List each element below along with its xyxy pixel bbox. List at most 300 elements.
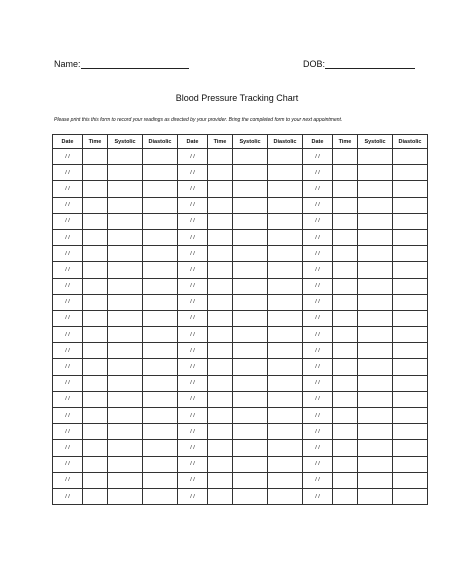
cell-diastolic[interactable] xyxy=(143,408,178,424)
cell-date[interactable]: / / xyxy=(178,488,208,504)
cell-time[interactable] xyxy=(333,359,358,375)
cell-date[interactable]: / / xyxy=(303,197,333,213)
column-header-date: Date xyxy=(303,135,333,149)
cell-diastolic[interactable] xyxy=(268,359,303,375)
cell-diastolic[interactable] xyxy=(268,310,303,326)
cell-systolic[interactable] xyxy=(358,229,393,245)
cell-time[interactable] xyxy=(208,310,233,326)
cell-systolic[interactable] xyxy=(358,391,393,407)
cell-time[interactable] xyxy=(208,197,233,213)
cell-diastolic[interactable] xyxy=(143,456,178,472)
column-header-date: Date xyxy=(53,135,83,149)
cell-systolic[interactable] xyxy=(233,456,268,472)
column-header-time: Time xyxy=(83,135,108,149)
cell-diastolic[interactable] xyxy=(143,229,178,245)
cell-date[interactable]: / / xyxy=(178,391,208,407)
cell-time[interactable] xyxy=(333,278,358,294)
cell-systolic[interactable] xyxy=(233,149,268,165)
cell-diastolic[interactable] xyxy=(393,213,428,229)
cell-time[interactable] xyxy=(83,440,108,456)
cell-time[interactable] xyxy=(83,213,108,229)
name-field[interactable] xyxy=(54,59,189,69)
cell-date[interactable]: / / xyxy=(178,229,208,245)
column-header-systolic: Systolic xyxy=(233,135,268,149)
cell-diastolic[interactable] xyxy=(143,149,178,165)
cell-diastolic[interactable] xyxy=(393,488,428,504)
cell-systolic[interactable] xyxy=(233,408,268,424)
cell-time[interactable] xyxy=(333,456,358,472)
cell-date[interactable]: / / xyxy=(53,472,83,488)
cell-time[interactable] xyxy=(208,488,233,504)
cell-systolic[interactable] xyxy=(233,165,268,181)
cell-diastolic[interactable] xyxy=(143,359,178,375)
cell-date[interactable]: / / xyxy=(303,391,333,407)
cell-time[interactable] xyxy=(208,359,233,375)
cell-diastolic[interactable] xyxy=(143,213,178,229)
cell-systolic[interactable] xyxy=(233,359,268,375)
cell-systolic[interactable] xyxy=(358,359,393,375)
cell-date[interactable]: / / xyxy=(178,440,208,456)
cell-date[interactable]: / / xyxy=(178,246,208,262)
cell-time[interactable] xyxy=(208,246,233,262)
dob-label: DOB: xyxy=(303,59,326,69)
cell-systolic[interactable] xyxy=(108,488,143,504)
cell-time[interactable] xyxy=(333,262,358,278)
cell-diastolic[interactable] xyxy=(393,229,428,245)
cell-time[interactable] xyxy=(83,343,108,359)
cell-time[interactable] xyxy=(333,310,358,326)
cell-time[interactable] xyxy=(333,181,358,197)
table-row xyxy=(53,327,428,343)
cell-systolic[interactable] xyxy=(108,310,143,326)
cell-time[interactable] xyxy=(83,246,108,262)
cell-date[interactable]: / / xyxy=(178,310,208,326)
cell-diastolic[interactable] xyxy=(268,278,303,294)
cell-diastolic[interactable] xyxy=(143,246,178,262)
cell-systolic[interactable] xyxy=(233,229,268,245)
cell-date[interactable]: / / xyxy=(53,375,83,391)
cell-date[interactable]: / / xyxy=(303,229,333,245)
cell-systolic[interactable] xyxy=(108,456,143,472)
cell-systolic[interactable] xyxy=(358,343,393,359)
cell-time[interactable] xyxy=(83,456,108,472)
table-row xyxy=(53,262,428,278)
cell-date[interactable]: / / xyxy=(53,440,83,456)
cell-diastolic[interactable] xyxy=(143,472,178,488)
cell-date[interactable]: / / xyxy=(178,424,208,440)
cell-date[interactable]: / / xyxy=(53,456,83,472)
cell-diastolic[interactable] xyxy=(268,375,303,391)
cell-systolic[interactable] xyxy=(233,327,268,343)
cell-date[interactable]: / / xyxy=(303,294,333,310)
cell-diastolic[interactable] xyxy=(393,278,428,294)
cell-time[interactable] xyxy=(208,456,233,472)
table-row xyxy=(53,278,428,294)
cell-time[interactable] xyxy=(208,229,233,245)
cell-date[interactable]: / / xyxy=(178,213,208,229)
cell-date[interactable]: / / xyxy=(53,165,83,181)
cell-diastolic[interactable] xyxy=(268,472,303,488)
cell-systolic[interactable] xyxy=(108,294,143,310)
cell-time[interactable] xyxy=(333,229,358,245)
cell-diastolic[interactable] xyxy=(143,343,178,359)
cell-systolic[interactable] xyxy=(108,472,143,488)
cell-date[interactable]: / / xyxy=(178,149,208,165)
cell-date[interactable]: / / xyxy=(303,213,333,229)
cell-date[interactable]: / / xyxy=(53,294,83,310)
cell-time[interactable] xyxy=(333,149,358,165)
cell-diastolic[interactable] xyxy=(143,391,178,407)
table-row xyxy=(53,310,428,326)
cell-systolic[interactable] xyxy=(233,375,268,391)
cell-time[interactable] xyxy=(208,391,233,407)
cell-date[interactable]: / / xyxy=(303,149,333,165)
cell-diastolic[interactable] xyxy=(393,472,428,488)
cell-time[interactable] xyxy=(83,197,108,213)
cell-time[interactable] xyxy=(208,375,233,391)
cell-date[interactable]: / / xyxy=(53,391,83,407)
cell-diastolic[interactable] xyxy=(143,294,178,310)
cell-systolic[interactable] xyxy=(108,229,143,245)
cell-date[interactable]: / / xyxy=(303,408,333,424)
cell-diastolic[interactable] xyxy=(268,197,303,213)
cell-systolic[interactable] xyxy=(233,440,268,456)
cell-diastolic[interactable] xyxy=(393,424,428,440)
cell-diastolic[interactable] xyxy=(143,165,178,181)
table-row xyxy=(53,181,428,197)
cell-diastolic[interactable] xyxy=(268,165,303,181)
cell-diastolic[interactable] xyxy=(268,149,303,165)
cell-diastolic[interactable] xyxy=(268,246,303,262)
cell-time[interactable] xyxy=(208,213,233,229)
cell-diastolic[interactable] xyxy=(393,294,428,310)
cell-systolic[interactable] xyxy=(358,165,393,181)
cell-systolic[interactable] xyxy=(233,213,268,229)
cell-systolic[interactable] xyxy=(358,197,393,213)
dob-field[interactable] xyxy=(303,59,415,69)
cell-time[interactable] xyxy=(208,408,233,424)
cell-systolic[interactable] xyxy=(233,391,268,407)
cell-diastolic[interactable] xyxy=(393,327,428,343)
cell-systolic[interactable] xyxy=(358,181,393,197)
cell-systolic[interactable] xyxy=(108,408,143,424)
cell-diastolic[interactable] xyxy=(268,294,303,310)
cell-time[interactable] xyxy=(83,472,108,488)
cell-diastolic[interactable] xyxy=(393,440,428,456)
cell-systolic[interactable] xyxy=(233,343,268,359)
cell-diastolic[interactable] xyxy=(268,262,303,278)
cell-diastolic[interactable] xyxy=(393,391,428,407)
cell-time[interactable] xyxy=(208,294,233,310)
cell-systolic[interactable] xyxy=(233,197,268,213)
cell-diastolic[interactable] xyxy=(393,375,428,391)
cell-systolic[interactable] xyxy=(358,246,393,262)
cell-diastolic[interactable] xyxy=(143,278,178,294)
cell-systolic[interactable] xyxy=(108,181,143,197)
cell-systolic[interactable] xyxy=(108,375,143,391)
column-header-diastolic: Diastolic xyxy=(143,135,178,149)
cell-time[interactable] xyxy=(333,424,358,440)
cell-diastolic[interactable] xyxy=(268,391,303,407)
cell-systolic[interactable] xyxy=(233,310,268,326)
cell-systolic[interactable] xyxy=(108,440,143,456)
cell-date[interactable]: / / xyxy=(53,197,83,213)
cell-diastolic[interactable] xyxy=(268,229,303,245)
cell-time[interactable] xyxy=(83,165,108,181)
column-header-diastolic: Diastolic xyxy=(268,135,303,149)
cell-time[interactable] xyxy=(333,165,358,181)
cell-time[interactable] xyxy=(83,229,108,245)
cell-time[interactable] xyxy=(208,278,233,294)
cell-diastolic[interactable] xyxy=(143,440,178,456)
name-label: Name: xyxy=(54,59,81,69)
cell-time[interactable] xyxy=(208,472,233,488)
cell-date[interactable]: / / xyxy=(178,472,208,488)
table-row xyxy=(53,472,428,488)
cell-time[interactable] xyxy=(83,278,108,294)
column-header-time: Time xyxy=(208,135,233,149)
cell-systolic[interactable] xyxy=(233,424,268,440)
cell-date[interactable]: / / xyxy=(303,488,333,504)
page-title: Blood Pressure Tracking Chart xyxy=(175,93,299,103)
cell-diastolic[interactable] xyxy=(268,213,303,229)
cell-date[interactable]: / / xyxy=(53,149,83,165)
cell-time[interactable] xyxy=(83,488,108,504)
cell-date[interactable]: / / xyxy=(178,343,208,359)
cell-systolic[interactable] xyxy=(108,391,143,407)
cell-date[interactable]: / / xyxy=(303,278,333,294)
cell-diastolic[interactable] xyxy=(393,181,428,197)
table-row xyxy=(53,165,428,181)
cell-time[interactable] xyxy=(333,327,358,343)
cell-time[interactable] xyxy=(333,488,358,504)
table-row xyxy=(53,408,428,424)
cell-diastolic[interactable] xyxy=(143,375,178,391)
cell-systolic[interactable] xyxy=(233,294,268,310)
cell-date[interactable]: / / xyxy=(303,246,333,262)
cell-date[interactable]: / / xyxy=(53,213,83,229)
cell-diastolic[interactable] xyxy=(143,488,178,504)
cell-time[interactable] xyxy=(333,246,358,262)
cell-time[interactable] xyxy=(83,424,108,440)
cell-date[interactable]: / / xyxy=(53,262,83,278)
table-header-row xyxy=(53,135,428,149)
cell-systolic[interactable] xyxy=(233,181,268,197)
cell-systolic[interactable] xyxy=(233,278,268,294)
cell-time[interactable] xyxy=(83,310,108,326)
column-header-systolic: Systolic xyxy=(108,135,143,149)
table-row xyxy=(53,229,428,245)
cell-date[interactable]: / / xyxy=(53,278,83,294)
cell-systolic[interactable] xyxy=(358,408,393,424)
cell-systolic[interactable] xyxy=(108,424,143,440)
cell-systolic[interactable] xyxy=(108,343,143,359)
cell-time[interactable] xyxy=(333,472,358,488)
cell-date[interactable]: / / xyxy=(53,246,83,262)
cell-diastolic[interactable] xyxy=(143,327,178,343)
cell-diastolic[interactable] xyxy=(393,246,428,262)
cell-diastolic[interactable] xyxy=(143,197,178,213)
cell-systolic[interactable] xyxy=(108,327,143,343)
cell-date[interactable]: / / xyxy=(53,310,83,326)
cell-date[interactable]: / / xyxy=(53,229,83,245)
cell-time[interactable] xyxy=(208,262,233,278)
table-row xyxy=(53,456,428,472)
cell-date[interactable]: / / xyxy=(303,310,333,326)
cell-diastolic[interactable] xyxy=(268,181,303,197)
cell-diastolic[interactable] xyxy=(393,456,428,472)
cell-systolic[interactable] xyxy=(358,375,393,391)
cell-systolic[interactable] xyxy=(108,246,143,262)
table-row xyxy=(53,488,428,504)
cell-time[interactable] xyxy=(333,343,358,359)
cell-date[interactable]: / / xyxy=(303,472,333,488)
cell-time[interactable] xyxy=(333,375,358,391)
cell-diastolic[interactable] xyxy=(268,440,303,456)
cell-systolic[interactable] xyxy=(108,359,143,375)
cell-time[interactable] xyxy=(83,181,108,197)
cell-systolic[interactable] xyxy=(108,278,143,294)
cell-time[interactable] xyxy=(83,262,108,278)
cell-time[interactable] xyxy=(333,213,358,229)
cell-time[interactable] xyxy=(208,424,233,440)
cell-time[interactable] xyxy=(333,294,358,310)
cell-date[interactable]: / / xyxy=(178,262,208,278)
cell-systolic[interactable] xyxy=(358,440,393,456)
cell-diastolic[interactable] xyxy=(143,424,178,440)
cell-diastolic[interactable] xyxy=(268,327,303,343)
table-row xyxy=(53,359,428,375)
cell-date[interactable]: / / xyxy=(53,408,83,424)
cell-systolic[interactable] xyxy=(108,213,143,229)
cell-systolic[interactable] xyxy=(358,488,393,504)
cell-diastolic[interactable] xyxy=(143,310,178,326)
cell-diastolic[interactable] xyxy=(143,181,178,197)
cell-date[interactable]: / / xyxy=(178,327,208,343)
cell-time[interactable] xyxy=(83,327,108,343)
cell-time[interactable] xyxy=(208,181,233,197)
cell-date[interactable]: / / xyxy=(303,440,333,456)
cell-date[interactable]: / / xyxy=(178,294,208,310)
cell-systolic[interactable] xyxy=(108,165,143,181)
cell-time[interactable] xyxy=(83,391,108,407)
cell-diastolic[interactable] xyxy=(393,408,428,424)
cell-diastolic[interactable] xyxy=(268,456,303,472)
table-row xyxy=(53,246,428,262)
name-blank-line[interactable] xyxy=(81,59,189,69)
cell-time[interactable] xyxy=(333,197,358,213)
cell-date[interactable]: / / xyxy=(303,262,333,278)
cell-time[interactable] xyxy=(83,149,108,165)
cell-date[interactable]: / / xyxy=(53,181,83,197)
cell-date[interactable]: / / xyxy=(303,359,333,375)
cell-time[interactable] xyxy=(333,408,358,424)
cell-time[interactable] xyxy=(333,440,358,456)
cell-systolic[interactable] xyxy=(358,472,393,488)
cell-time[interactable] xyxy=(333,391,358,407)
cell-systolic[interactable] xyxy=(358,424,393,440)
column-header-time: Time xyxy=(333,135,358,149)
cell-date[interactable]: / / xyxy=(303,343,333,359)
cell-date[interactable]: / / xyxy=(303,327,333,343)
cell-date[interactable]: / / xyxy=(178,456,208,472)
cell-diastolic[interactable] xyxy=(268,408,303,424)
cell-systolic[interactable] xyxy=(358,456,393,472)
cell-diastolic[interactable] xyxy=(268,343,303,359)
table-row xyxy=(53,375,428,391)
cell-date[interactable]: / / xyxy=(53,327,83,343)
cell-systolic[interactable] xyxy=(108,197,143,213)
cell-date[interactable]: / / xyxy=(53,424,83,440)
cell-systolic[interactable] xyxy=(358,149,393,165)
table-row xyxy=(53,343,428,359)
cell-time[interactable] xyxy=(208,327,233,343)
cell-time[interactable] xyxy=(208,440,233,456)
cell-systolic[interactable] xyxy=(358,262,393,278)
cell-time[interactable] xyxy=(208,149,233,165)
cell-time[interactable] xyxy=(208,343,233,359)
cell-systolic[interactable] xyxy=(358,213,393,229)
cell-date[interactable]: / / xyxy=(53,359,83,375)
cell-time[interactable] xyxy=(83,408,108,424)
cell-diastolic[interactable] xyxy=(393,262,428,278)
cell-date[interactable]: / / xyxy=(178,408,208,424)
cell-time[interactable] xyxy=(83,294,108,310)
cell-time[interactable] xyxy=(83,375,108,391)
cell-date[interactable]: / / xyxy=(178,181,208,197)
cell-systolic[interactable] xyxy=(233,472,268,488)
cell-time[interactable] xyxy=(83,359,108,375)
cell-date[interactable]: / / xyxy=(178,375,208,391)
cell-systolic[interactable] xyxy=(108,262,143,278)
cell-systolic[interactable] xyxy=(358,278,393,294)
dob-blank-line[interactable] xyxy=(325,59,415,69)
cell-systolic[interactable] xyxy=(358,327,393,343)
cell-systolic[interactable] xyxy=(233,262,268,278)
cell-date[interactable]: / / xyxy=(303,165,333,181)
cell-diastolic[interactable] xyxy=(143,262,178,278)
cell-diastolic[interactable] xyxy=(268,424,303,440)
cell-diastolic[interactable] xyxy=(268,488,303,504)
cell-date[interactable]: / / xyxy=(53,488,83,504)
instructions-text: Please print this this form to record your readings as directed by your provider. Bring the completed form to your next appointment. xyxy=(54,117,343,123)
cell-systolic[interactable] xyxy=(233,488,268,504)
table-row xyxy=(53,424,428,440)
cell-date[interactable]: / / xyxy=(53,343,83,359)
cell-systolic[interactable] xyxy=(233,246,268,262)
cell-date[interactable]: / / xyxy=(178,359,208,375)
table-row xyxy=(53,440,428,456)
cell-date[interactable]: / / xyxy=(178,165,208,181)
cell-diastolic[interactable] xyxy=(393,343,428,359)
cell-date[interactable]: / / xyxy=(303,375,333,391)
table-row xyxy=(53,213,428,229)
cell-diastolic[interactable] xyxy=(393,359,428,375)
cell-date[interactable]: / / xyxy=(178,197,208,213)
cell-date[interactable]: / / xyxy=(303,424,333,440)
cell-date[interactable]: / / xyxy=(303,456,333,472)
cell-systolic[interactable] xyxy=(358,294,393,310)
cell-diastolic[interactable] xyxy=(393,197,428,213)
cell-systolic[interactable] xyxy=(358,310,393,326)
cell-diastolic[interactable] xyxy=(393,149,428,165)
cell-systolic[interactable] xyxy=(108,149,143,165)
cell-diastolic[interactable] xyxy=(393,165,428,181)
cell-diastolic[interactable] xyxy=(393,310,428,326)
cell-time[interactable] xyxy=(208,165,233,181)
cell-date[interactable]: / / xyxy=(303,181,333,197)
cell-date[interactable]: / / xyxy=(178,278,208,294)
